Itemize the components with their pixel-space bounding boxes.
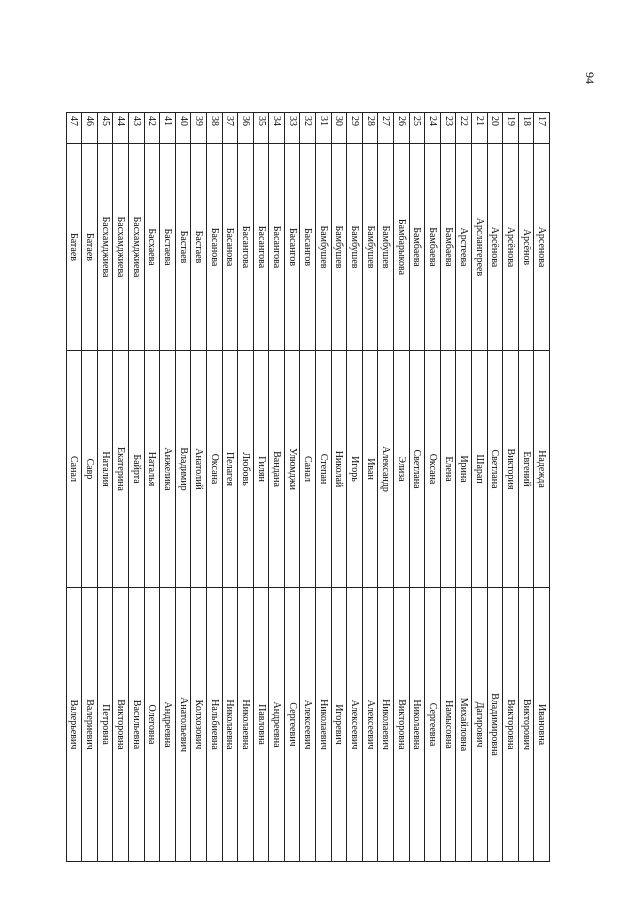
first-name-cell: Степан xyxy=(316,351,332,588)
patronymic-cell: Ивановна xyxy=(534,588,550,862)
row-number-cell: 40 xyxy=(175,113,191,144)
patronymic-cell: Сергеевич xyxy=(284,588,300,862)
patronymic-cell: Алексеевич xyxy=(362,588,378,862)
surname-cell: Бастаев xyxy=(175,144,191,351)
table-row xyxy=(503,113,519,862)
first-name-cell: Наталия xyxy=(97,351,113,588)
patronymic-cell: Андреевна xyxy=(160,588,176,862)
patronymic-cell: Викторовна xyxy=(113,588,129,862)
first-name-cell: Ирина xyxy=(456,351,472,588)
surname-cell: Басанова xyxy=(222,144,238,351)
surname-cell: Басхаева xyxy=(144,144,160,351)
patronymic-cell: Валериевич xyxy=(82,588,98,862)
patronymic-cell: Петровна xyxy=(97,588,113,862)
roster-table-wrapper xyxy=(68,112,550,862)
patronymic-cell: Нальбиевна xyxy=(206,588,222,862)
table-row xyxy=(534,113,550,862)
row-number-cell: 26 xyxy=(394,113,410,144)
row-number-cell: 45 xyxy=(97,113,113,144)
surname-cell: Бамбаева xyxy=(440,144,456,351)
patronymic-cell: Алексеевич xyxy=(347,588,363,862)
roster-table-body xyxy=(66,113,549,862)
row-number-cell: 37 xyxy=(222,113,238,144)
table-row xyxy=(472,113,488,862)
surname-cell: Басангов xyxy=(284,144,300,351)
table-row xyxy=(425,113,441,862)
first-name-cell: Светлана xyxy=(487,351,503,588)
row-number-cell: 44 xyxy=(113,113,129,144)
table-row xyxy=(160,113,176,862)
table-row xyxy=(191,113,207,862)
first-name-cell: Любовь xyxy=(238,351,254,588)
patronymic-cell: Олеговна xyxy=(144,588,160,862)
row-number-cell: 32 xyxy=(300,113,316,144)
first-name-cell: Виктория xyxy=(503,351,519,588)
row-number-cell: 27 xyxy=(378,113,394,144)
patronymic-cell: Владимировна xyxy=(487,588,503,862)
table-row xyxy=(66,113,82,862)
row-number-cell: 18 xyxy=(518,113,534,144)
table-row xyxy=(97,113,113,862)
surname-cell: Басангова xyxy=(269,144,285,351)
first-name-cell: Иван xyxy=(362,351,378,588)
patronymic-cell: Викторович xyxy=(518,588,534,862)
first-name-cell: Елена xyxy=(440,351,456,588)
row-number-cell: 43 xyxy=(128,113,144,144)
patronymic-cell: Викторовна xyxy=(503,588,519,862)
surname-cell: Арстеева xyxy=(456,144,472,351)
first-name-cell: Николай xyxy=(331,351,347,588)
patronymic-cell: Николаевна xyxy=(238,588,254,862)
patronymic-cell: Викторовна xyxy=(394,588,410,862)
row-number-cell: 20 xyxy=(487,113,503,144)
table-row xyxy=(300,113,316,862)
patronymic-cell: Анатольевич xyxy=(175,588,191,862)
surname-cell: Бамбушев xyxy=(362,144,378,351)
surname-cell: Басанова xyxy=(206,144,222,351)
table-row xyxy=(440,113,456,862)
table-row xyxy=(206,113,222,862)
surname-cell: Бамбаева xyxy=(409,144,425,351)
first-name-cell: Элиза xyxy=(394,351,410,588)
first-name-cell: Наталья xyxy=(144,351,160,588)
first-name-cell: Гилян xyxy=(253,351,269,588)
first-name-cell: Александр xyxy=(378,351,394,588)
first-name-cell: Евгений xyxy=(518,351,534,588)
patronymic-cell: Михайловна xyxy=(456,588,472,862)
row-number-cell: 34 xyxy=(269,113,285,144)
first-name-cell: Екатерина xyxy=(113,351,129,588)
surname-cell: Арслангереев xyxy=(472,144,488,351)
surname-cell: Арсенова xyxy=(534,144,550,351)
first-name-cell: Оксана xyxy=(206,351,222,588)
table-row xyxy=(284,113,300,862)
table-row xyxy=(518,113,534,862)
page-number: 94 xyxy=(583,72,597,84)
surname-cell: Бамбушев xyxy=(316,144,332,351)
table-row xyxy=(253,113,269,862)
first-name-cell: Анатолий xyxy=(191,351,207,588)
surname-cell: Басангова xyxy=(238,144,254,351)
patronymic-cell: Валерьевич xyxy=(66,588,82,862)
table-row xyxy=(456,113,472,862)
row-number-cell: 35 xyxy=(253,113,269,144)
table-row xyxy=(175,113,191,862)
row-number-cell: 31 xyxy=(316,113,332,144)
surname-cell: Бамбушев xyxy=(378,144,394,351)
first-name-cell: Игорь xyxy=(347,351,363,588)
table-row xyxy=(222,113,238,862)
table-row xyxy=(316,113,332,862)
table-row xyxy=(269,113,285,862)
surname-cell: Басангов xyxy=(300,144,316,351)
patronymic-cell: Намысовна xyxy=(440,588,456,862)
first-name-cell: Санал xyxy=(300,351,316,588)
patronymic-cell: Андреевна xyxy=(269,588,285,862)
patronymic-cell: Колхозович xyxy=(191,588,207,862)
surname-cell: Басхамджиева xyxy=(128,144,144,351)
first-name-cell: Пелагея xyxy=(222,351,238,588)
first-name-cell: Светлана xyxy=(409,351,425,588)
patronymic-cell: Дагирович xyxy=(472,588,488,862)
surname-cell: Бамбарыкова xyxy=(394,144,410,351)
row-number-cell: 42 xyxy=(144,113,160,144)
surname-cell: Басхамджиева xyxy=(97,144,113,351)
surname-cell: Бастаева xyxy=(160,144,176,351)
patronymic-cell: Алексеевич xyxy=(300,588,316,862)
surname-cell: Басангова xyxy=(253,144,269,351)
row-number-cell: 28 xyxy=(362,113,378,144)
surname-cell: Батаев xyxy=(66,144,82,351)
table-row xyxy=(362,113,378,862)
first-name-cell: Вандана xyxy=(269,351,285,588)
table-row xyxy=(238,113,254,862)
row-number-cell: 23 xyxy=(440,113,456,144)
patronymic-cell: Сергеевна xyxy=(425,588,441,862)
patronymic-cell: Николаевна xyxy=(409,588,425,862)
table-row xyxy=(82,113,98,862)
patronymic-cell: Николаевич xyxy=(378,588,394,862)
row-number-cell: 39 xyxy=(191,113,207,144)
patronymic-cell: Николаевич xyxy=(316,588,332,862)
row-number-cell: 17 xyxy=(534,113,550,144)
row-number-cell: 47 xyxy=(66,113,82,144)
row-number-cell: 25 xyxy=(409,113,425,144)
table-row xyxy=(113,113,129,862)
first-name-cell: Владимир xyxy=(175,351,191,588)
row-number-cell: 29 xyxy=(347,113,363,144)
surname-cell: Батаев xyxy=(82,144,98,351)
patronymic-cell: Игоревич xyxy=(331,588,347,862)
first-name-cell: Санал xyxy=(66,351,82,588)
row-number-cell: 33 xyxy=(284,113,300,144)
surname-cell: Арсёнова xyxy=(503,144,519,351)
row-number-cell: 41 xyxy=(160,113,176,144)
table-row xyxy=(378,113,394,862)
table-row xyxy=(331,113,347,862)
surname-cell: Бастаев xyxy=(191,144,207,351)
surname-cell: Бамбаева xyxy=(425,144,441,351)
table-row xyxy=(128,113,144,862)
first-name-cell: Савр xyxy=(82,351,98,588)
first-name-cell: Надежда xyxy=(534,351,550,588)
table-row xyxy=(347,113,363,862)
row-number-cell: 22 xyxy=(456,113,472,144)
surname-cell: Басхамджиева xyxy=(113,144,129,351)
surname-cell: Арсёнов xyxy=(518,144,534,351)
patronymic-cell: Павловна xyxy=(253,588,269,862)
patronymic-cell: Васильевна xyxy=(128,588,144,862)
row-number-cell: 24 xyxy=(425,113,441,144)
row-number-cell: 38 xyxy=(206,113,222,144)
row-number-cell: 21 xyxy=(472,113,488,144)
roster-table xyxy=(66,112,550,862)
first-name-cell: Шарап xyxy=(472,351,488,588)
table-row xyxy=(487,113,503,862)
surname-cell: Арсёнова xyxy=(487,144,503,351)
table-row xyxy=(144,113,160,862)
table-row xyxy=(394,113,410,862)
row-number-cell: 30 xyxy=(331,113,347,144)
first-name-cell: Оксана xyxy=(425,351,441,588)
row-number-cell: 36 xyxy=(238,113,254,144)
first-name-cell: Байрта xyxy=(128,351,144,588)
table-row xyxy=(409,113,425,862)
first-name-cell: Улюмджи xyxy=(284,351,300,588)
first-name-cell: Анжелика xyxy=(160,351,176,588)
patronymic-cell: Николаевна xyxy=(222,588,238,862)
surname-cell: Бамбушев xyxy=(331,144,347,351)
row-number-cell: 19 xyxy=(503,113,519,144)
row-number-cell: 46 xyxy=(82,113,98,144)
surname-cell: Бамбушев xyxy=(347,144,363,351)
